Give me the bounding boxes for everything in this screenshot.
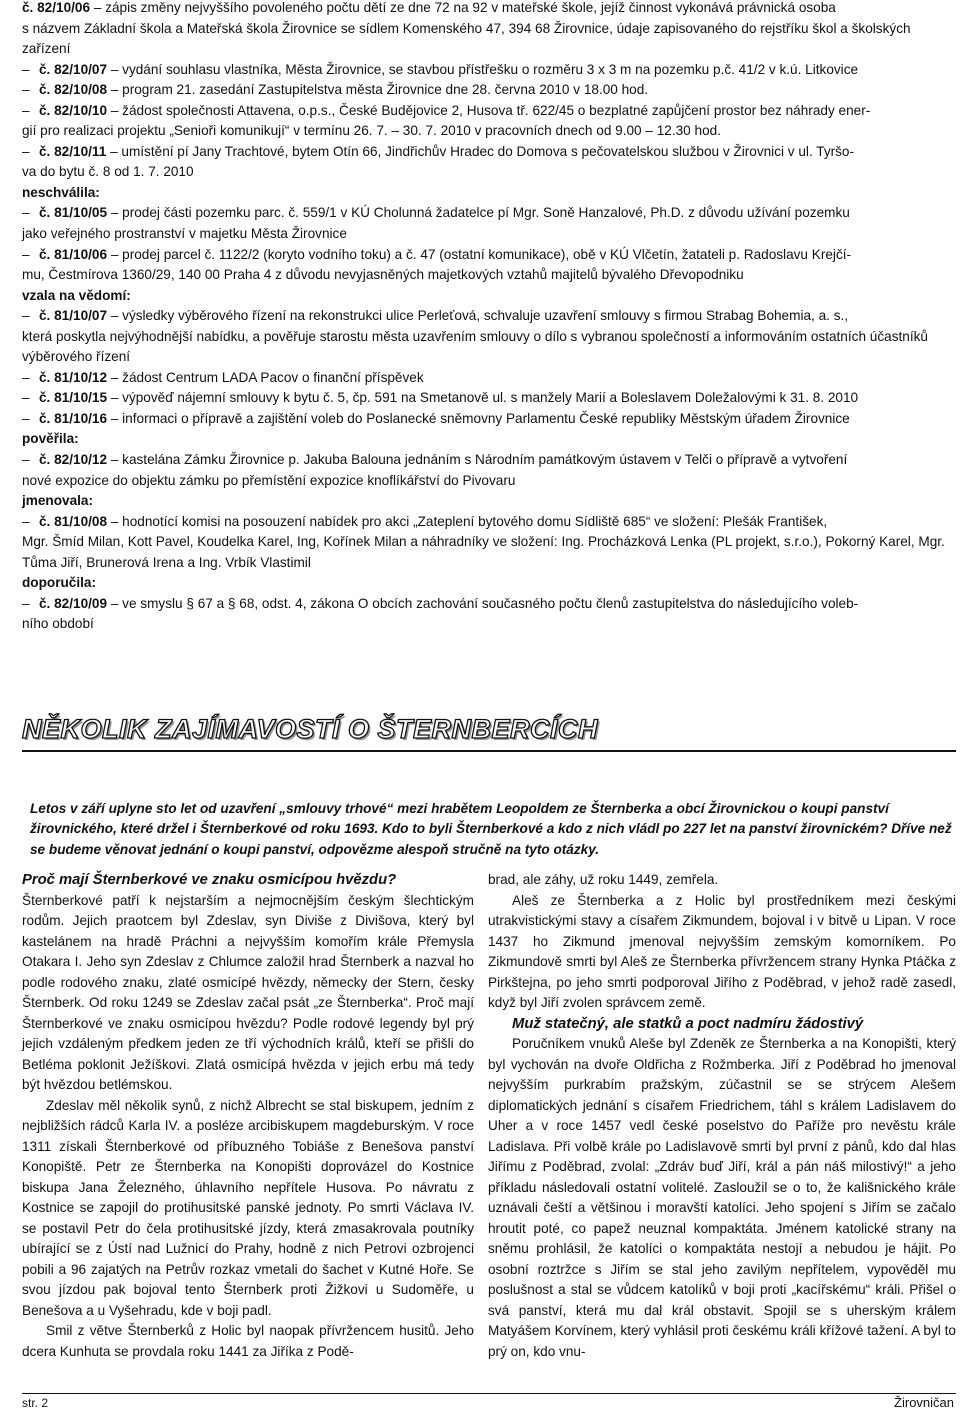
resolution-number: č. 82/10/10 xyxy=(39,102,108,118)
resolution-text: – výsledky výběrového řízení na rekonstrukci ulice Perleťová, schvaluje uzavření smlouvy s firmou Strabag Bohemia, a. s., xyxy=(110,308,849,324)
heading-divider xyxy=(22,750,956,752)
resolution-continuation: va do bytu č. 8 od 1. 7. 2010 xyxy=(22,164,194,180)
resolution-number: č. 82/10/11 xyxy=(39,143,107,159)
resolution-item: – č. 82/10/12 – kastelána Zámku Žirovnice p. Jakuba Balouna jednáním s Národním památkovým ústavem v Telči o přípravě a vytvoření xyxy=(22,452,848,468)
article-paragraph: brad, ale záhy, už roku 1449, zemřela. xyxy=(488,872,719,887)
resolution-continuation: Mgr. Šmíd Milan, Kott Pavel, Koudelka Karel, Ing, Kořínek Milan a náhradníky ve složení: Ing. Procházková Lenka (PL projekt, s.r.o.), Pokorný Karel, Mgr. Tůma Jiří, Brunerová Irena a Ing. Vrbík Vlastimil xyxy=(22,534,945,570)
article-subheading: Muž statečný, ale statků a poct nadmíru žádostivý xyxy=(512,1015,864,1032)
resolution-number: č. 81/10/12 xyxy=(39,369,108,385)
resolution-continuation: která poskytla nejvýhodnější nabídku, a pověřuje starostu města uzavřením smlouvy o dílo s vybranou společností a informováním ostatních účastníků výběrového řízení xyxy=(22,328,928,365)
resolution-text: – žádost Centrum LADA Pacov o finanční příspěvek xyxy=(110,369,424,385)
resolution-number: č. 82/10/07 xyxy=(39,61,108,77)
article-paragraph: Smil z větve Šternberků z Holic byl naopak přívržencem husitů. Jeho dcera Kunhuta se provdala roku 1441 za Jiříka z Podě- xyxy=(22,1323,474,1359)
resolution-item: – č. 82/10/10 – žádost společnosti Attavena, o.p.s., České Budějovice 2, Husova tř. 622/45 o bezplatné zapůjčení prostor bez náhrady ener- xyxy=(22,102,871,118)
resolution-item: – č. 81/10/05 – prodej části pozemku parc. č. 559/1 v KÚ Cholunná žadatelce pí Mgr. Soně Hanzalové, Ph.D. z důvodu užívání pozemku xyxy=(22,205,850,221)
article-paragraph: Zdeslav měl několik synů, z nichž Albrecht se stal biskupem, jedním z nejbližších rádců Karla IV. a posléze arcibiskupem magdeburským. V roce 1311 získali Šternberkové od příbuzného Tobiáše z Benešova panství Konopiště. Petr ze Šternberka na Konopišti doprovázel do Kostnice biskupa Jana Železného, úhlavního nepřítele Husova. Po návratu z Kostnice se zapojil do protihusitské panské jednoty. Po smrti Václava IV. se postavil Petr do čela protihusitské jízdy, která zmasakrovala poutníky ubírající se z Ústí nad Lužnicí do Prahy, hodně z nich Petrovi ozbrojenci pobili a 96 zajatých na Petrův rozkaz vmetali do šachet v Kutné Hoře. Se svou jízdou pak bojoval tento Šternberk proti Žižkovi u Sudoměře, u Benešova a u Vyšehradu, kde v boji padl. xyxy=(22,1097,474,1318)
section-label-poverila: pověřila: xyxy=(22,431,79,447)
resolution-item: – č. 81/10/16 – informaci o přípravě a zajištění voleb do Poslanecké sněmovny Parlamentu České republiky Městským úřadem Žirovnice xyxy=(22,410,850,426)
resolution-item xyxy=(22,0,956,19)
resolution-text: – program 21. zasedání Zastupitelstva města Žirovnice dne 28. června 2010 v 18.00 hod. xyxy=(110,82,649,98)
article-column-right xyxy=(488,870,956,1362)
resolution-text: – umístění pí Jany Trachtové, bytem Otín 66, Jindřichův Hradec do Domova s pečovatelskou službou v Žirovnici v ul. Tyršo- xyxy=(110,143,855,159)
resolution-item: – č. 81/10/07 – výsledky výběrového řízení na rekonstrukci ulice Perleťová, schvaluje uzavření smlouvy s firmou Strabag Bohemia, a. s., xyxy=(22,308,849,324)
resolution-number: č. 81/10/06 xyxy=(39,246,108,262)
resolution-continuation: ního období xyxy=(22,616,94,632)
publication-name: Žirovničan xyxy=(894,1395,954,1410)
resolution-number: č. 82/10/12 xyxy=(39,452,108,468)
resolution-text: – kastelána Zámku Žirovnice p. Jakuba Balouna jednáním s Národním památkovým ústavem v Telči o přípravě a vytvoření xyxy=(110,452,848,468)
section-label-vzala: vzala na vědomí: xyxy=(22,287,131,303)
section-label-neschvalila: neschválila: xyxy=(22,184,100,200)
resolution-continuation: nové expozice do objektu zámku po přemístění expozice knoflíkářství do Pivovaru xyxy=(22,472,516,488)
resolution-continuation: jako veřejného prostranství v majetku Města Žirovnice xyxy=(22,226,347,242)
article-paragraph: Poručníkem vnuků Aleše byl Zdeněk ze Šternberka a na Konopišti, který byl vychován na dvoře Oldřicha z Rožmberka. Jiří z Poděbrad ho jmenoval nejvyšším purkrabím pražským, zúčastnil se se strýcem Alešem diplomatických jednání s císařem Friedrichem, táhl s králem Ladislavem do Uher a v roce 1457 vedl české poselstvo do Paříže pro nevěstu krále Ladislava. Při volbě krále po Ladislavově smrti byl první z pánů, kdo dal hlas Jiřímu z Poděbrad, zvolal: „Zdráv buď Jiří, král a pán náš milostivý!“ a jeho příkladu následovali ostatní volitelé. Zasloužil se o to, že kališnického krále uznávali čeští a většinou i moravští katolíci. Jeho spojení s Jiřím se začalo hroutit poté, co papež neuznal kompaktáta. Jménem katolické strany na sněmu prohlásil, že katolíci o kompaktáta nestojí a nebudou je hájit. Po osobní roztržce s Jiřím se stal jeho zavilým nepřítelem, vypověděl mu poslušnost a stal se vůdcem katolíků v boji proti „kacířskému“ králi. Přišel o svá panství, která mu dal král obstavit. Spojil se s uherským králem Matyášem Korvínem, který vyhlásil proti českému králi křížové tažení. A byl to prý on, kdo vnu- xyxy=(488,1036,956,1359)
resolution-item: – č. 82/10/09 – ve smyslu § 67 a § 68, odst. 4, zákona O obcích zachování současného počtu členů zastupitelstva do následujícího voleb- xyxy=(22,595,859,611)
resolution-text: – zápis změny nejvyššího povoleného počtu dětí ze dne 72 na 92 v mateřské škole, jejíž činnost vykonává právnická osoba xyxy=(93,0,836,15)
resolution-item: – č. 81/10/15 – výpověď nájemní smlouvy k bytu č. 5, čp. 591 na Smetanově ul. s manžely Marií a Boleslavem Doležalovými k 31. 8. 2010 xyxy=(22,390,859,406)
resolution-number: č. 82/10/06 xyxy=(22,0,91,15)
article-subheading: Proč mají Šternberkové ve znaku osmicípou hvězdu? xyxy=(22,872,397,888)
resolution-number: č. 81/10/08 xyxy=(39,513,108,529)
article-paragraph: Aleš ze Šternberka a z Holic byl prostředníkem mezi českými utrakvistickými stavy a císařem Zikmundem, bojoval i v bitvě u Lipan. V roce 1437 ho Zikmund jmenoval nejvyšším zemským komorníkem. Po Zikmundově smrti byl Aleš ze Šternberka přívržencem strany Hynka Ptáčka z Pirkštejna, po jeho smrti podporoval Jiřího z Poděbrad, v jehož radě zasedl, když byl Jiří zvolen správcem země. xyxy=(488,892,956,1010)
article-heading: NĚKOLIK ZAJÍMAVOSTÍ O ŠTERNBERCÍCH xyxy=(22,714,599,744)
resolution-text: – hodnotící komisi na posouzení nabídek pro akci „Zateplení bytového domu Sídliště 685“ ve složení: Plešák František, xyxy=(110,513,828,529)
section-label-doporucila: doporučila: xyxy=(22,575,97,591)
resolution-text: – výpověď nájemní smlouvy k bytu č. 5, čp. 591 na Smetanově ul. s manžely Marií a Boleslavem Doležalovými k 31. 8. 2010 xyxy=(110,390,859,406)
resolutions-section xyxy=(22,0,956,635)
resolution-continuation: s názvem Základní škola a Mateřská škola Žirovnice se sídlem Komenského 47, 394 68 Žirovnice, údaje zapisovaného do rejstříku škol a školských zařízení xyxy=(22,20,911,57)
section-label-jmenovala: jmenovala: xyxy=(22,493,94,509)
resolution-text: – žádost společnosti Attavena, o.p.s., České Budějovice 2, Husova tř. 622/45 o bezplatné zapůjčení prostor bez náhrady ener- xyxy=(110,102,871,118)
resolution-number: č. 81/10/16 xyxy=(39,410,108,426)
resolution-item: – č. 82/10/08 – program 21. zasedání Zastupitelstva města Žirovnice dne 28. června 2010 v 18.00 hod. xyxy=(22,82,649,98)
resolution-number: č. 81/10/15 xyxy=(39,390,108,406)
resolution-number: č. 82/10/08 xyxy=(39,82,108,98)
resolution-text: – ve smyslu § 67 a § 68, odst. 4, zákona O obcích zachování současného počtu členů zastupitelstva do následujícího voleb- xyxy=(110,595,859,611)
resolution-text: – vydání souhlasu vlastníka, Města Žirovnice, se stavbou přístřešku o rozměru 3 x 3 m na pozemku p.č. 41/2 v k.ú. Litkovice xyxy=(110,61,859,77)
article-paragraph: Šternberkové patří k nejstarším a nejmocnějším českým šlechtickým rodům. Jejich praotcem byl Zdeslav, syn Diviše z Divišova, který byl kastelánem na hradě Práchni a nejvyšším komořím krále Přemysla Otakara I. Jeho syn Zdeslav z Chlumce založil hrad Šternberk a nazval ho podle rodového znaku, zlaté osmicípé hvězdy, německy der Stern, česky Šternberk. Od roku 1249 se Zdeslav začal psát „ze Šternberka“. Proč mají Šternberkové ve znaku osmicípou hvězdu? Podle rodové legendy byl prý jejich vzdáleným předkem jeden ze tří východních králů, kteří se přišli do Betléma poklonit Ježíškovi. Zlatá osmicípá hvězda v jejich erbu má tedy být hvězdou betlémskou. xyxy=(22,892,474,1092)
resolution-item: – č. 82/10/11 – umístění pí Jany Trachtové, bytem Otín 66, Jindřichův Hradec do Domova s pečovatelskou službou v Žirovnici v ul. Tyršo- xyxy=(22,143,855,159)
resolution-item: – č. 81/10/12 – žádost Centrum LADA Pacov o finanční příspěvek xyxy=(22,369,424,385)
page-number: str. 2 xyxy=(22,1396,49,1410)
resolution-continuation: gií pro realizaci projektu „Senioři komunikují“ v termínu 26. 7. – 30. 7. 2010 v pracovních dnech od 9.00 – 12.30 hod. xyxy=(22,123,721,139)
resolution-text: – prodej části pozemku parc. č. 559/1 v KÚ Cholunná žadatelce pí Mgr. Soně Hanzalové, Ph.D. z důvodu užívání pozemku xyxy=(110,205,850,221)
resolution-item: – č. 81/10/08 – hodnotící komisi na posouzení nabídek pro akci „Zateplení bytového domu Sídliště 685“ ve složení: Plešák František, xyxy=(22,513,828,529)
resolution-number: č. 82/10/09 xyxy=(39,595,108,611)
resolution-continuation: mu, Čestmírova 1360/29, 140 00 Praha 4 z důvodu nevyjasněných majetkových vztahů majitelů bývalého Dřevopodniku xyxy=(22,267,744,283)
footer-divider xyxy=(22,1393,956,1394)
resolution-number: č. 81/10/05 xyxy=(39,205,108,221)
resolution-item: – č. 82/10/07 – vydání souhlasu vlastníka, Města Žirovnice, se stavbou přístřešku o rozměru 3 x 3 m na pozemku p.č. 41/2 v k.ú. Litkovice xyxy=(22,61,859,77)
resolution-number: č. 81/10/07 xyxy=(39,308,108,324)
article-column-left xyxy=(22,870,474,1362)
article-intro: Letos v září uplyne sto let od uzavření „smlouvy trhové“ mezi hrabětem Leopoldem ze Šternberka a obcí Žirovnickou o koupi panství žirovnického, které držel i Šternberkové od roku 1693. Kdo to byli Šternberkové a kdo z nich vládl po 227 let na panství žirovnickém? Dříve než se budeme věnovat jednání o koupi panství, odpovězme alespoň stručně na tyto otázky. xyxy=(30,800,952,857)
resolution-item: – č. 81/10/06 – prodej parcel č. 1122/2 (koryto vodního toku) a č. 47 (ostatní komunikace), obě v KÚ Vlčetín, žatateli p. Radoslavu Krejčí- xyxy=(22,246,852,262)
resolution-text: – prodej parcel č. 1122/2 (koryto vodního toku) a č. 47 (ostatní komunikace), obě v KÚ Vlčetín, žatateli p. Radoslavu Krejčí- xyxy=(110,246,852,262)
resolution-text: – informaci o přípravě a zajištění voleb do Poslanecké sněmovny Parlamentu České republiky Městským úřadem Žirovnice xyxy=(110,410,850,426)
